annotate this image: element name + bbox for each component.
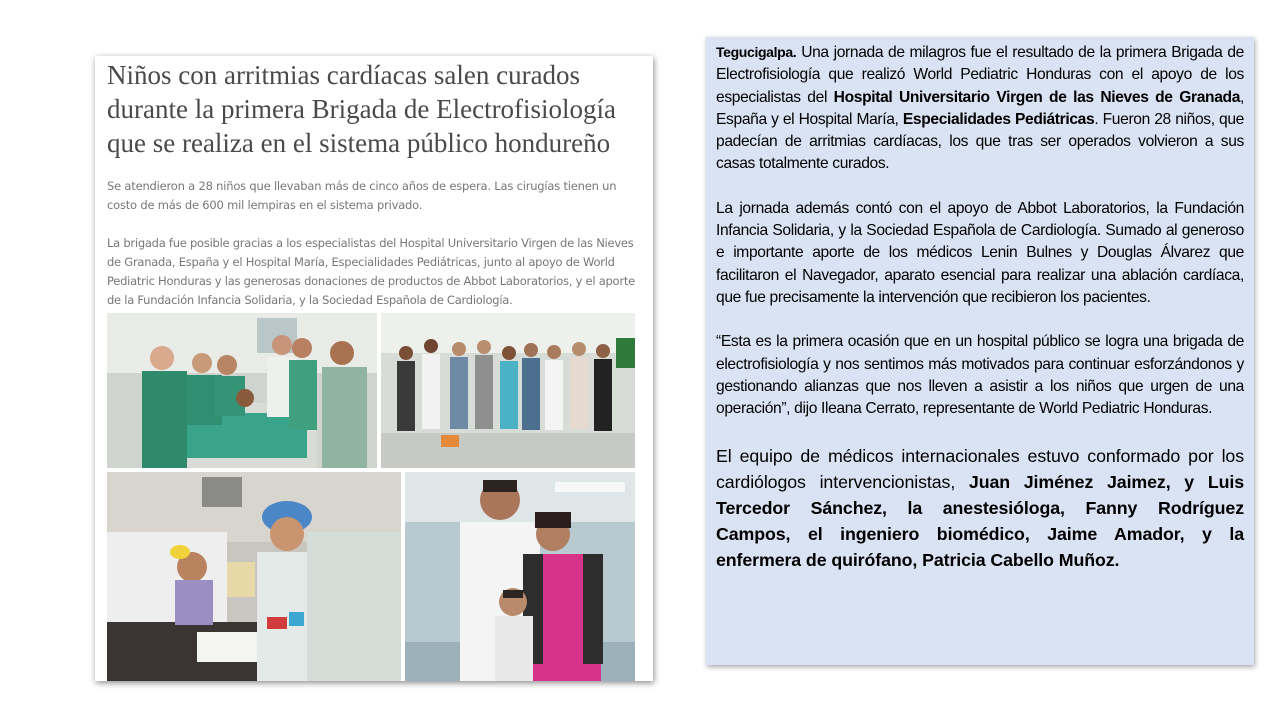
hospital-name-bold: Hospital Universitario Virgen de las Nieves de Granada — [833, 88, 1241, 106]
photo-group-hallway — [381, 313, 635, 468]
team-text: El equipo de médicos internacionales estuvo conformado por los cardiólogos intervencionistas, — [716, 446, 1244, 493]
article-subtitle: Se atendieron a 28 niños que llevaban más de cinco años de espera. Las cirugías tienen un costo de más de 600 mil lempiras en el sistema privado. — [107, 179, 617, 212]
paragraph-support: La jornada además contó con el apoyo de Abbot Laboratorios, la Fundación Infancia Solidaria, y la Sociedad Española de Cardiología. Sumado al generoso e importante aporte de los médicos Lenin Bulnes y Douglas Álvarez que facilitaron el Navegador, aparato esencial para realizar una ablación cardíaca, que fue precisamente la intervención que recibieron los pacientes. — [716, 199, 1244, 306]
article-body: La brigada fue posible gracias a los especialistas del Hospital Universitario Virgen de las Nieves de Granada, España y el Hospital María, Especialidades Pediátricas, junto al apoyo de World Pediatric Honduras y las generosas donaciones de productos de Abbot Laboratorios, y el aporte de la Fundación Infancia Solidaria, y la Sociedad Española de Cardiología. — [107, 236, 635, 307]
intro-text-2: , España y el Hospital María, — [716, 88, 1244, 128]
news-text-box — [706, 37, 1254, 665]
specialties-bold: Especialidades Pediátricas — [902, 110, 1095, 128]
intro-text-3: . Fueron 28 niños, que padecían de arritmias cardíacas, los que tras ser operados volvieron a sus casas totalmente curados. — [716, 110, 1244, 173]
paragraph-intro — [716, 41, 1244, 176]
article-headline: Niños con arritmias cardíacas salen curados durante la primera Brigada de Electrofisiología que se realiza en el sistema público hondureño — [107, 60, 617, 158]
news-article-clipping — [95, 56, 653, 681]
dateline: Tegucigalpa. — [716, 44, 797, 60]
paragraph-team — [716, 444, 1244, 573]
intro-text-1: Una jornada de milagros fue el resultado de la primera Brigada de Electrofisiología que realizó World Pediatric Honduras con el apoyo de los especialistas del — [716, 44, 1244, 106]
photo-family-portrait — [405, 472, 635, 681]
team-names-bold: Juan Jiménez Jaimez, y Luis Tercedor Sánchez, la anestesióloga, Fanny Rodríguez Campos, el ingeniero biomédico, Jaime Amador, y la enfermera de quirófano, Patricia Cabello Muñoz. — [716, 472, 1244, 570]
photo-doctor-with-child — [107, 472, 401, 681]
photo-medical-team-bedside — [107, 313, 377, 468]
paragraph-quote: “Esta es la primera ocasión que en un hospital público se logra una brigada de electrofisiología y nos sentimos más motivados para continuar esforzándonos y gestionando alianzas que nos lleven a asistir a los niños que urgen de una operación”, dijo Ileana Cerrato, representante de World Pediatric Honduras. — [716, 333, 1244, 418]
